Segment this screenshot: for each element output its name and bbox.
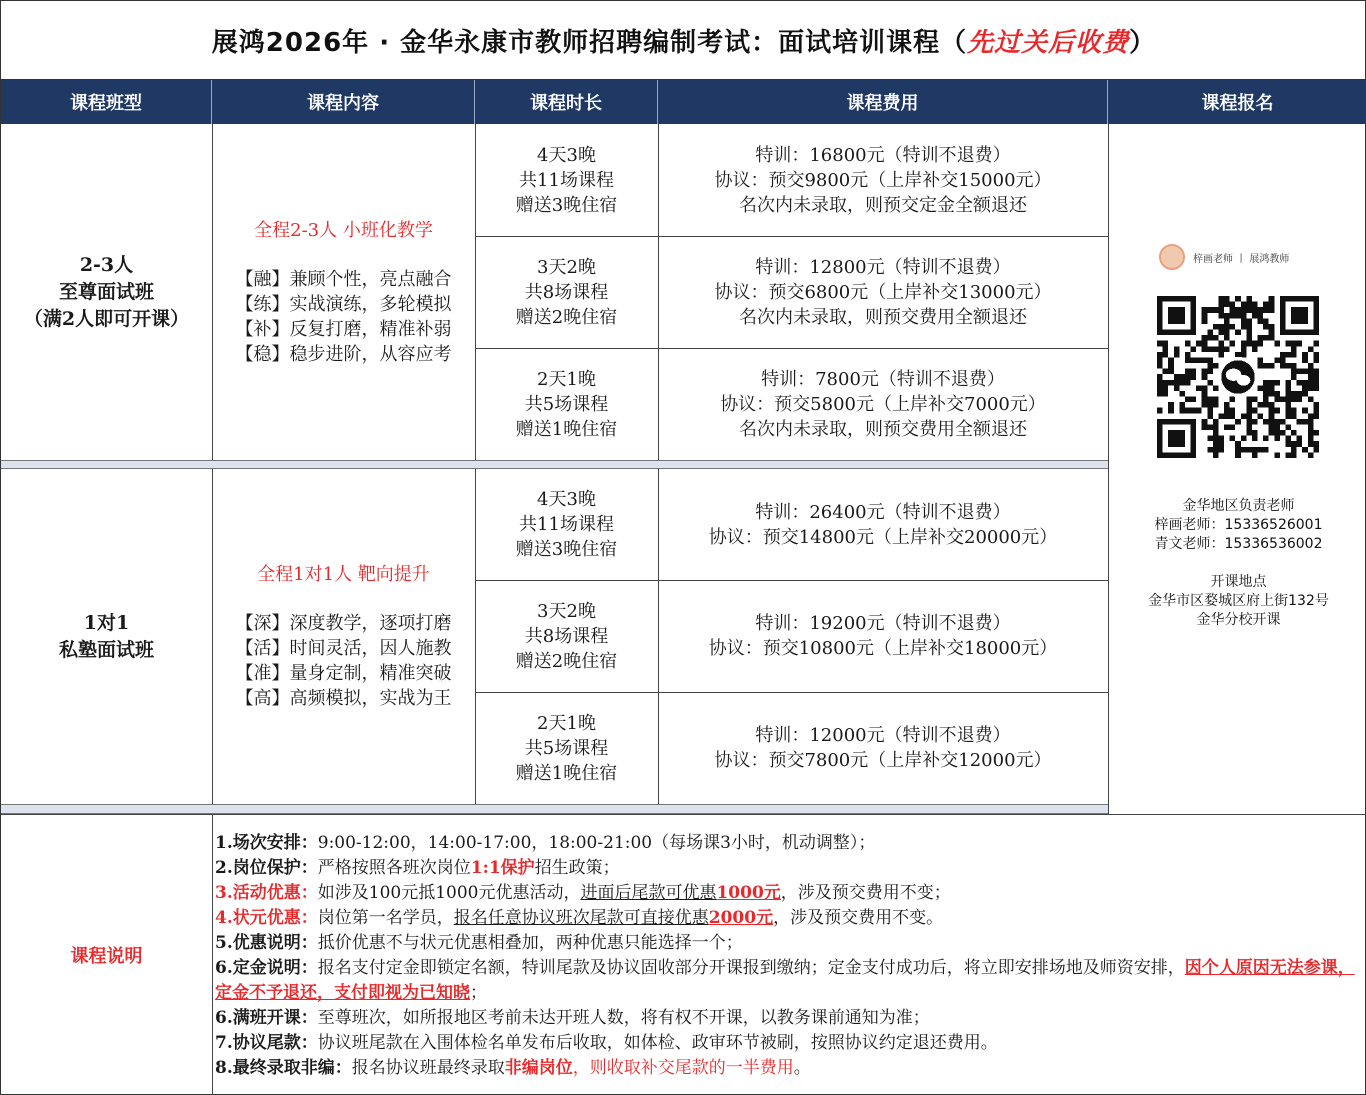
fee-intensive: 特训：16800元（特训不退费） [755, 144, 1011, 166]
fee-agreement: 协议：预交10800元（上岸补交18000元） [708, 638, 1058, 659]
note-item: 6.定金说明：报名支付定金即锁定名额，特训尾款及协议固收部分开课报到缴纳；定金支付成功后，将立即安排场地及师资安排，因个人原因无法参课，定金不予退还，支付即视为已知晓； [215, 958, 1355, 1003]
fee-intensive: 特训：7800元（特训不退费） [761, 368, 1005, 390]
class-size: 2-3人 [79, 253, 134, 276]
header-registration: 课程报名 [1108, 80, 1366, 124]
content-cell [212, 469, 475, 804]
fee-cell [658, 692, 1108, 804]
class-title: 至尊面试班 [58, 280, 154, 303]
note-item: 8.最终录取非编：报名协议班最终录取非编岗位，则收取补交尾款的一半费用。 [215, 1058, 811, 1078]
contact-phone[interactable]: 青文老师：15336536002 [1154, 536, 1323, 552]
fee-intensive: 特训：19200元（特训不退费） [755, 613, 1011, 634]
content-headline: 全程2-3人 小班化教学 [254, 219, 433, 241]
class-type-cell [1, 124, 212, 460]
class-title: 私塾面试班 [58, 638, 154, 661]
duration-lodging: 赠送2晚住宿 [515, 306, 618, 328]
title-end: ） [1129, 27, 1157, 58]
qr-caption [1159, 244, 1289, 270]
location-title: 开课地点 [1210, 574, 1267, 590]
duration-sessions: 共5场课程 [524, 737, 609, 759]
fee-agreement: 协议：预交9800元（上岸补交15000元） [714, 169, 1052, 191]
class-note: （满2人即可开课） [23, 307, 190, 330]
duration-lodging: 赠送1晚住宿 [515, 762, 618, 784]
content-item: 【稳】稳步进阶，从容应考 [235, 343, 452, 365]
content-item: 【融】兼顾个性，亮点融合 [235, 268, 452, 290]
note-item: 3.活动优惠：如涉及100元抵1000元优惠活动，进面后尾款可优惠1000元，涉及预交费用不变； [215, 883, 951, 903]
duration-sessions: 共8场课程 [524, 281, 609, 303]
fee-agreement: 协议：预交5800元（上岸补交7000元） [720, 393, 1046, 415]
duration-lodging: 赠送3晚住宿 [515, 194, 618, 216]
duration-days: 2天1晚 [537, 368, 596, 390]
duration-sessions: 共5场课程 [524, 393, 609, 415]
duration-cell [475, 236, 658, 348]
content-headline: 全程1对1人 靶向提升 [257, 564, 430, 585]
content-item: 【深】深度教学，逐项打磨 [235, 613, 452, 634]
content-item: 【补】反复打磨，精准补弱 [235, 318, 452, 340]
duration-cell [475, 124, 658, 236]
duration-cell [475, 692, 658, 804]
duration-lodging: 赠送1晚住宿 [515, 418, 618, 440]
class-type-cell [1, 469, 212, 804]
fee-cell [658, 348, 1108, 460]
duration-days: 3天2晚 [537, 600, 596, 622]
fee-agreement: 协议：预交6800元（上岸补交13000元） [714, 281, 1052, 303]
class-size: 1对1 [83, 611, 130, 634]
duration-lodging: 赠送3晚住宿 [515, 539, 618, 560]
content-cell [212, 124, 475, 460]
group-separator [1, 460, 1108, 469]
duration-cell [475, 469, 658, 580]
content-item: 【高】高频模拟，实战为王 [235, 688, 452, 709]
note-item: 2.岗位保护：严格按照各班次岗位1:1保护招生政策； [215, 858, 620, 878]
page-title [1, 1, 1366, 80]
duration-cell [475, 580, 658, 692]
note-item: 7.协议尾款：协议班尾款在入围体检名单发布后收取，如体检、政审环节被刷，按照协议约定退还费用。 [215, 1033, 998, 1053]
fee-intensive: 特训：26400元（特训不退费） [755, 501, 1011, 523]
location-branch: 金华分校开课 [1196, 612, 1281, 628]
contact-phone[interactable]: 梓画老师：15336526001 [1154, 517, 1323, 533]
duration-days: 3天2晚 [537, 256, 596, 278]
fee-cell [658, 236, 1108, 348]
notes-label: 课程说明 [70, 946, 143, 967]
fee-agreement: 协议：预交7800元（上岸补交12000元） [714, 750, 1052, 771]
fee-agreement: 协议：预交14800元（上岸补交20000元） [708, 526, 1058, 548]
duration-days: 4天3晚 [537, 144, 596, 166]
fee-refund: 名次内未录取，则预交定金全额退还 [739, 194, 1027, 216]
group-separator [1, 804, 1108, 814]
header-class-type: 课程班型 [1, 80, 212, 124]
duration-sessions: 共8场课程 [524, 625, 609, 647]
title-highlight: 先过关后收费 [967, 27, 1130, 58]
fee-cell [658, 124, 1108, 236]
header-content: 课程内容 [212, 80, 475, 124]
content-item: 【练】实战演练，多轮模拟 [235, 293, 452, 315]
wechat-qr-code[interactable] [1157, 296, 1319, 458]
duration-sessions: 共11场课程 [519, 169, 614, 191]
fee-intensive: 特训：12000元（特训不退费） [755, 725, 1011, 746]
duration-sessions: 共11场课程 [519, 514, 614, 535]
content-item: 【活】时间灵活，因人施教 [235, 638, 452, 659]
fee-cell [658, 580, 1108, 692]
note-item: 6.满班开课：至尊班次，如所报地区考前未达开班人数，将有权不开课，以教务课前通知为准； [215, 1008, 930, 1028]
duration-lodging: 赠送2晚住宿 [515, 650, 618, 672]
course-notes [215, 831, 1360, 1081]
header-duration: 课程时长 [475, 80, 658, 124]
note-item: 5.优惠说明：抵价优惠不与状元优惠相叠加，两种优惠只能选择一个； [215, 933, 743, 953]
note-item: 4.状元优惠：岗位第一名学员，报名任意协议班次尾款可直接优惠2000元，涉及预交费用不变。 [215, 908, 944, 928]
fee-cell [658, 469, 1108, 580]
duration-days: 4天3晚 [537, 489, 596, 510]
location-address: 金华市区婺城区府上街132号 [1148, 593, 1329, 609]
registration-cell [1108, 124, 1366, 814]
fee-intensive: 特训：12800元（特训不退费） [755, 256, 1011, 278]
fee-refund: 名次内未录取，则预交费用全额退还 [739, 418, 1027, 440]
qr-caption-text: 梓画老师 丨 展鸿教师 [1193, 253, 1290, 265]
contact-title: 金华地区负责老师 [1182, 498, 1295, 514]
note-item: 1.场次安排：9:00-12:00，14:00-17:00，18:00-21:00（每场课3小时，机动调整）； [215, 833, 876, 853]
content-item: 【准】量身定制，精准突破 [235, 663, 452, 684]
header-fee: 课程费用 [658, 80, 1108, 124]
fee-refund: 名次内未录取，则预交费用全额退还 [739, 306, 1027, 328]
avatar [1159, 244, 1185, 270]
duration-cell [475, 348, 658, 460]
duration-days: 2天1晚 [537, 712, 596, 734]
title-main: 展鸿2026年 · 金华永康市教师招聘编制考试：面试培训课程（ [211, 27, 968, 58]
